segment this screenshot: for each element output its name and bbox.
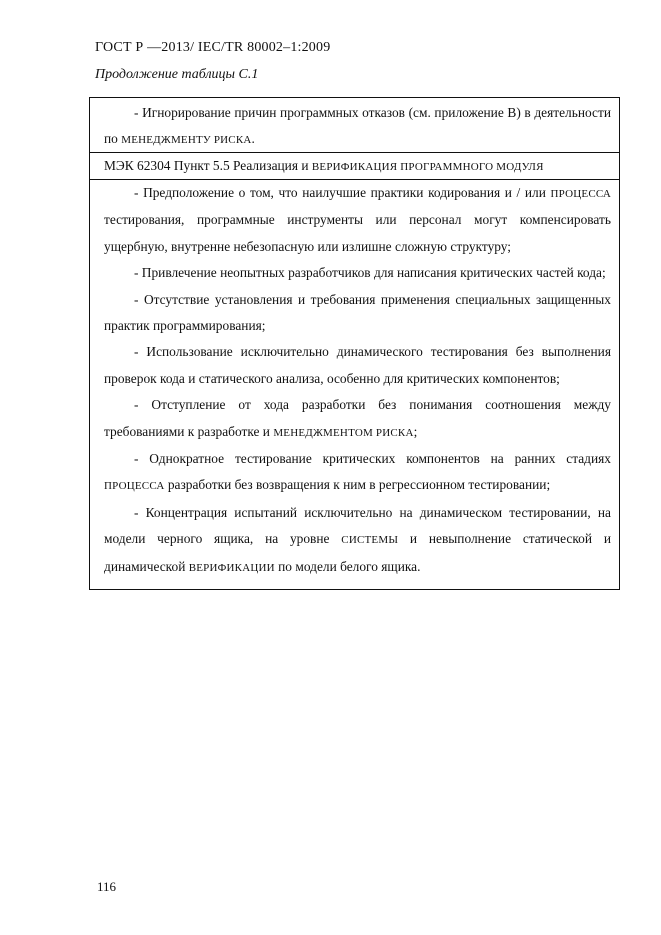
section-title: МЭК 62304 Пункт 5.5 Реализация и ВЕРИФИКАЦИЯ ПРОГРАММНОГО МОДУЛЯ <box>104 158 544 173</box>
table-cell-text: - Игнорирование причин программных отказов (см. приложение В) в деятельности по МЕНЕДЖМЕНТУ РИСКА. <box>104 105 611 147</box>
requirements-table <box>89 97 620 590</box>
list-item: - Отступление от хода разработки без понимания соотношения между требованиями к разработке и МЕНЕДЖМЕНТОМ РИСКА; <box>104 397 611 439</box>
list-item: - Однократное тестирование критических компонентов на ранних стадиях ПРОЦЕССА разработки без возвращения к ним в регрессионном тестировании; <box>104 451 611 493</box>
table-continuation-caption: Продолжение таблицы С.1 <box>95 67 259 82</box>
list-item: - Предположение о том, что наилучшие практики кодирования и / или ПРОЦЕССА тестирования, программные инструменты или персонал могут компенсировать ущербную, внутренне небезопасную или излишне сложную структуру; <box>104 185 611 254</box>
list-item: - Использование исключительно динамического тестирования без выполнения проверок кода и статического анализа, особенно для критических компонентов; <box>104 344 611 386</box>
document-header: ГОСТ Р —2013/ IEC/TR 80002–1:2009 <box>95 40 331 55</box>
table-row <box>90 180 619 589</box>
list-item: - Концентрация испытаний исключительно на динамическом тестировании, на модели черного ящика, на уровне СИСТЕМЫ и невыполнение статической и динамической ВЕРИФИКАЦИИ по модели белого ящика. <box>104 504 612 574</box>
list-item: - Привлечение неопытных разработчиков для написания критических частей кода; <box>134 265 606 281</box>
list-item: - Отсутствие установления и требования применения специальных защищенных практик программирования; <box>104 291 611 334</box>
table-row <box>90 98 619 153</box>
table-section-header <box>90 153 619 180</box>
page-number: 116 <box>97 879 117 894</box>
